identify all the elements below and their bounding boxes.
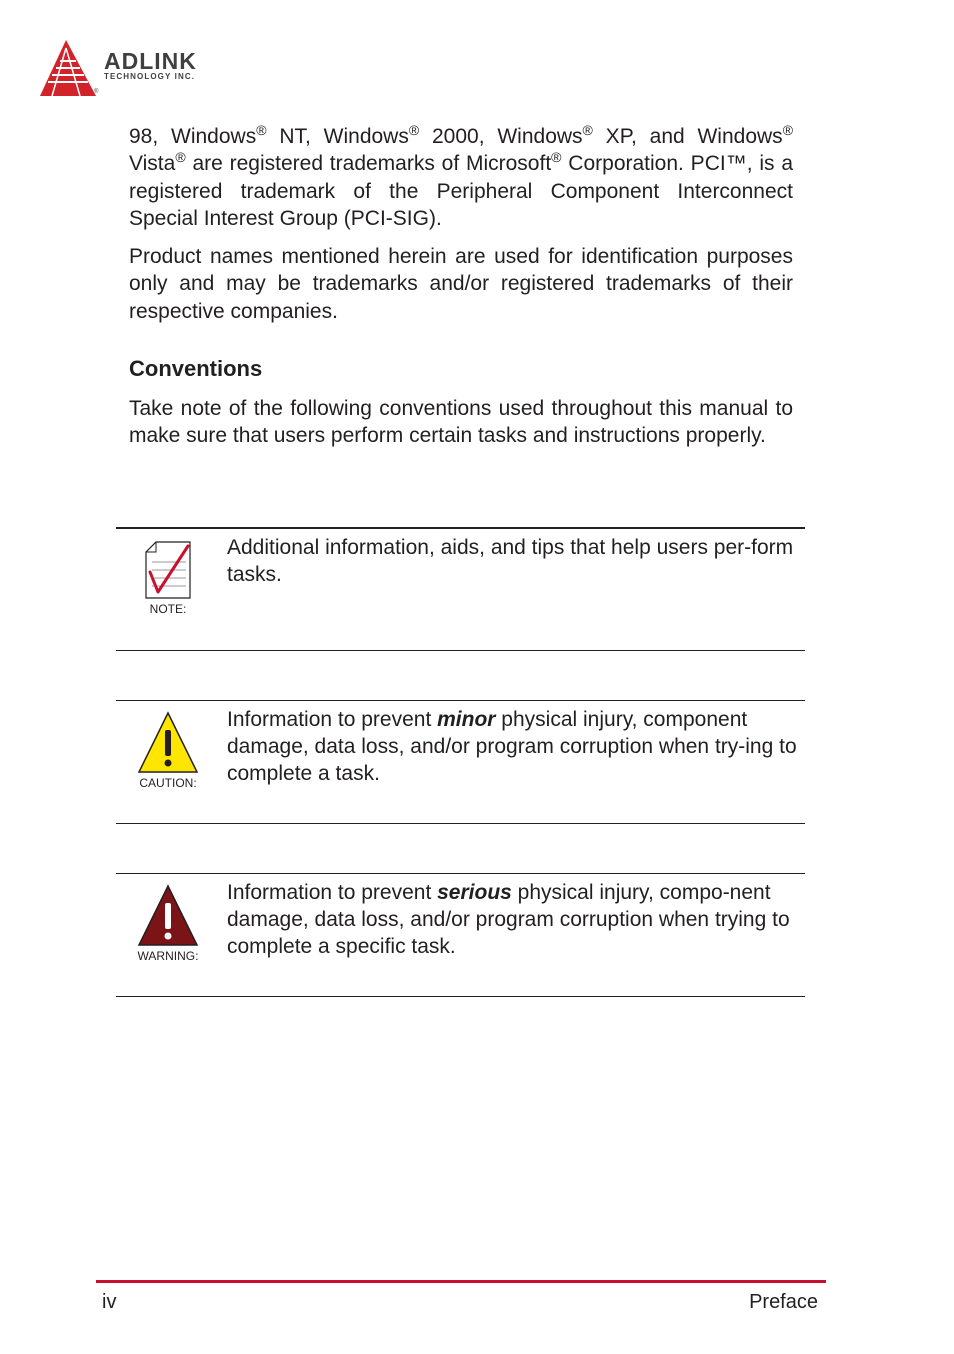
text-run: Information to prevent <box>227 881 438 904</box>
text-run: Information to prevent <box>227 708 438 731</box>
caution-icon-block <box>130 710 206 790</box>
section-name: Preface <box>749 1291 818 1313</box>
logo-triangle-icon <box>38 38 100 98</box>
caution-text <box>227 706 797 788</box>
caution-top-rule <box>116 700 805 701</box>
caution-triangle-icon <box>136 710 200 774</box>
logo-name: ADLINK <box>104 48 197 74</box>
registered-mark: ® <box>256 122 267 138</box>
registered-mark: ® <box>582 122 593 138</box>
footer-rule <box>96 1280 826 1283</box>
adlink-logo <box>38 38 238 100</box>
warning-text <box>227 879 797 961</box>
logo-registered-mark: ® <box>94 89 99 95</box>
note-text: Additional information, aids, and tips that help users per-form tasks. <box>227 536 794 587</box>
text-run: are registered trademarks of Microsoft <box>185 152 552 176</box>
conventions-paragraph: Take note of the following conventions used throughout this manual to make sure that users perform certain tasks and instructions properly. <box>129 397 793 448</box>
registered-mark: ® <box>782 122 794 138</box>
note-checklist-icon <box>142 540 194 600</box>
text-run: 98, Windows <box>129 125 257 148</box>
warning-bottom-rule <box>116 996 805 997</box>
text-run: physical injury, component damage, data loss, and/or program corruption when try-ing to complete a task. <box>227 708 797 786</box>
caution-bottom-rule <box>116 823 805 824</box>
page-number: iv <box>102 1291 117 1313</box>
text-run: Corporation. PCI™, is a registered trademark of the Peripheral Component Interconnect Special Interest Group (PCI-SIG). <box>129 152 793 230</box>
text-run: 2000, Windows <box>419 125 583 148</box>
trademark-paragraph <box>129 123 793 232</box>
note-label: NOTE: <box>149 602 187 616</box>
caution-label: CAUTION: <box>139 776 197 790</box>
text-run: physical injury, compo-nent damage, data loss, and/or program corruption when trying to complete a specific task. <box>227 881 790 959</box>
text-run: NT, Windows <box>266 125 409 148</box>
warning-icon-block <box>130 883 206 963</box>
note-bottom-rule <box>116 650 805 651</box>
emphasis-minor: minor <box>437 708 496 731</box>
conventions-heading: Conventions <box>129 356 263 381</box>
note-top-rule <box>116 527 805 529</box>
registered-mark: ® <box>408 122 420 138</box>
warning-label: WARNING: <box>137 949 199 963</box>
warning-triangle-icon <box>136 883 200 947</box>
text-run: XP, and Windows <box>592 125 783 148</box>
warning-top-rule <box>116 873 805 874</box>
product-names-paragraph: Product names mentioned herein are used for identification purposes only and may be trademarks and/or registered trademarks of their respective companies. <box>129 245 793 323</box>
emphasis-serious: serious <box>437 881 512 904</box>
registered-mark: ® <box>551 149 562 166</box>
registered-mark: ® <box>175 149 186 166</box>
text-run: Vista <box>129 152 176 176</box>
logo-tagline: TECHNOLOGY INC. <box>104 72 196 81</box>
note-icon-block <box>130 540 206 616</box>
